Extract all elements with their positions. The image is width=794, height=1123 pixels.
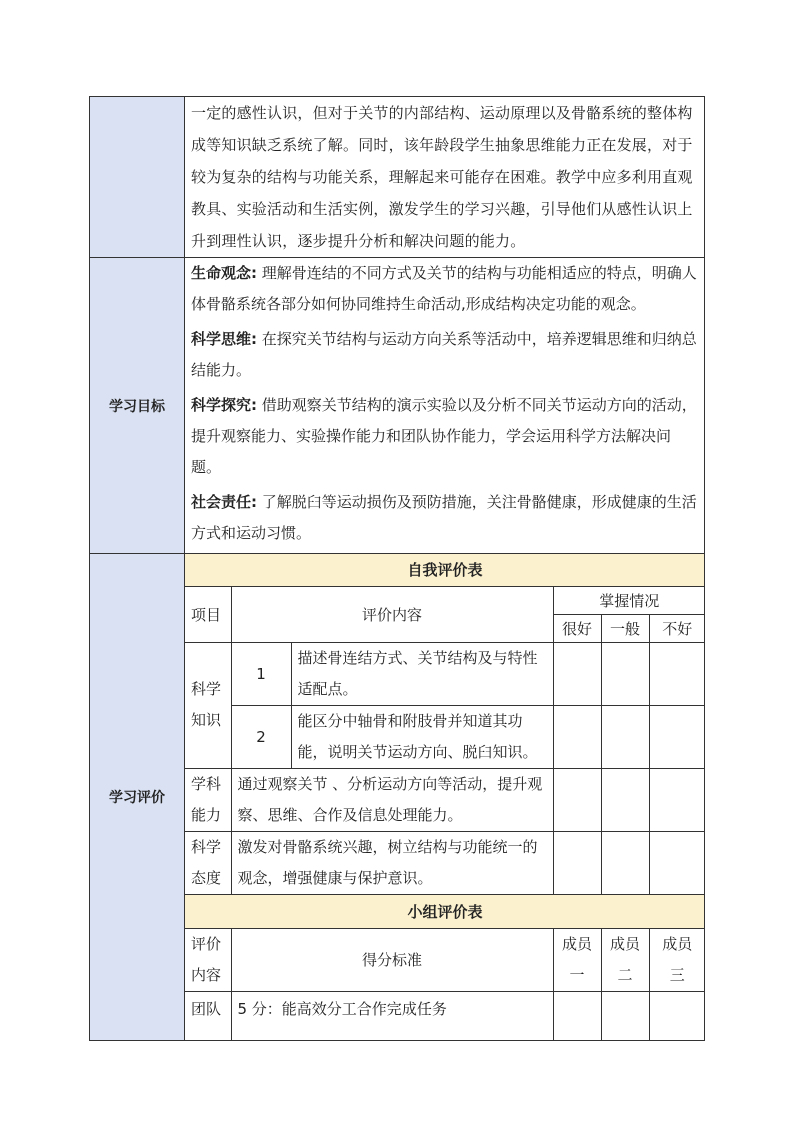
group-row-item: 团队 (185, 991, 231, 1040)
level-very-good: 很好 (553, 614, 601, 642)
rating-cell[interactable] (649, 831, 705, 894)
lesson-table (89, 96, 705, 1041)
rating-cell[interactable] (601, 768, 649, 831)
knowledge-row-text: 能区分中轴骨和附肢骨并知道其功能，说明关节运动方向、脱臼知识。 (291, 705, 553, 768)
ability-category: 学科能力 (185, 768, 231, 831)
goal-social-responsibility (185, 487, 704, 549)
goal-title: 生命观念: (191, 264, 257, 282)
knowledge-row-no: 2 (231, 705, 291, 768)
goal-title: 科学探究: (191, 396, 257, 414)
ability-text: 通过观察关节 、分析运动方向等活动，提升观察、思维、合作及信息处理能力。 (231, 768, 553, 831)
level-average: 一般 (601, 614, 649, 642)
goal-text: 理解骨连结的不同方式及关节的结构与功能相适应的特点，明确人体骨骼系统各部分如何协同维持生命活动,形成结构决定功能的观念。 (191, 264, 697, 313)
score-cell[interactable] (601, 991, 649, 1040)
group-row-criteria: 5 分：能高效分工合作完成任务 (231, 991, 553, 1040)
goal-text: 在探究关节结构与运动方向关系等活动中，培养逻辑思维和归纳总结能力。 (191, 330, 697, 379)
score-cell[interactable] (553, 991, 601, 1040)
rating-cell[interactable] (553, 768, 601, 831)
goal-text: 了解脱臼等运动损伤及预防措施，关注骨骼健康，形成健康的生活方式和运动习惯。 (191, 493, 697, 542)
header-mastery: 掌握情况 (553, 586, 705, 614)
goal-text: 借助观察关节结构的演示实验以及分析不同关节运动方向的活动，提升观察能力、实验操作能力和团队协作能力，学会运用科学方法解决问题。 (191, 396, 697, 476)
intro-label-cell (90, 97, 185, 258)
attitude-text: 激发对骨骼系统兴趣，树立结构与功能统一的观念，增强健康与保护意识。 (231, 831, 553, 894)
evaluation-cell (185, 554, 705, 1041)
intro-cell (185, 97, 705, 258)
knowledge-row-text: 描述骨连结方式、关节结构及与特性适配点。 (291, 642, 553, 705)
rating-cell[interactable] (649, 705, 705, 768)
rating-cell[interactable] (601, 705, 649, 768)
group-header-member-1: 成员一 (553, 928, 601, 991)
self-eval-title: 自我评价表 (185, 554, 705, 586)
group-header-member-2: 成员二 (601, 928, 649, 991)
group-header-criteria: 得分标准 (231, 928, 553, 991)
rating-cell[interactable] (649, 768, 705, 831)
rating-cell[interactable] (601, 831, 649, 894)
goal-scientific-thinking (185, 324, 704, 386)
knowledge-row-no: 1 (231, 642, 291, 705)
rating-cell[interactable] (553, 705, 601, 768)
goal-scientific-inquiry (185, 390, 704, 483)
level-poor: 不好 (649, 614, 705, 642)
goal-life-concept (185, 258, 704, 320)
evaluation-label: 学习评价 (90, 554, 185, 1041)
group-eval-title: 小组评价表 (185, 894, 705, 928)
goal-title: 科学思维: (191, 330, 257, 348)
group-header-member-3: 成员三 (649, 928, 705, 991)
rating-cell[interactable] (601, 642, 649, 705)
rating-cell[interactable] (649, 642, 705, 705)
header-content: 评价内容 (231, 586, 553, 642)
score-cell[interactable] (649, 991, 705, 1040)
goals-cell (185, 258, 705, 554)
rating-cell[interactable] (553, 831, 601, 894)
attitude-category: 科学态度 (185, 831, 231, 894)
self-evaluation-table (185, 554, 705, 1040)
goals-label: 学习目标 (90, 258, 185, 554)
knowledge-category: 科学知识 (185, 642, 231, 768)
header-item: 项目 (185, 586, 231, 642)
intro-text: 一定的感性认识，但对于关节的内部结构、运动原理以及骨骼系统的整体构成等知识缺乏系统了解。同时，该年龄段学生抽象思维能力正在发展，对于较为复杂的结构与功能关系，理解起来可能存在困难。教学中应多利用直观教具、实验活动和生活实例，激发学生的学习兴趣，引导他们从感性认识上升到理性认识，逐步提升分析和解决问题的能力。 (191, 104, 693, 250)
goal-title: 社会责任: (191, 493, 257, 511)
group-header-item: 评价内容 (185, 928, 231, 991)
rating-cell[interactable] (553, 642, 601, 705)
